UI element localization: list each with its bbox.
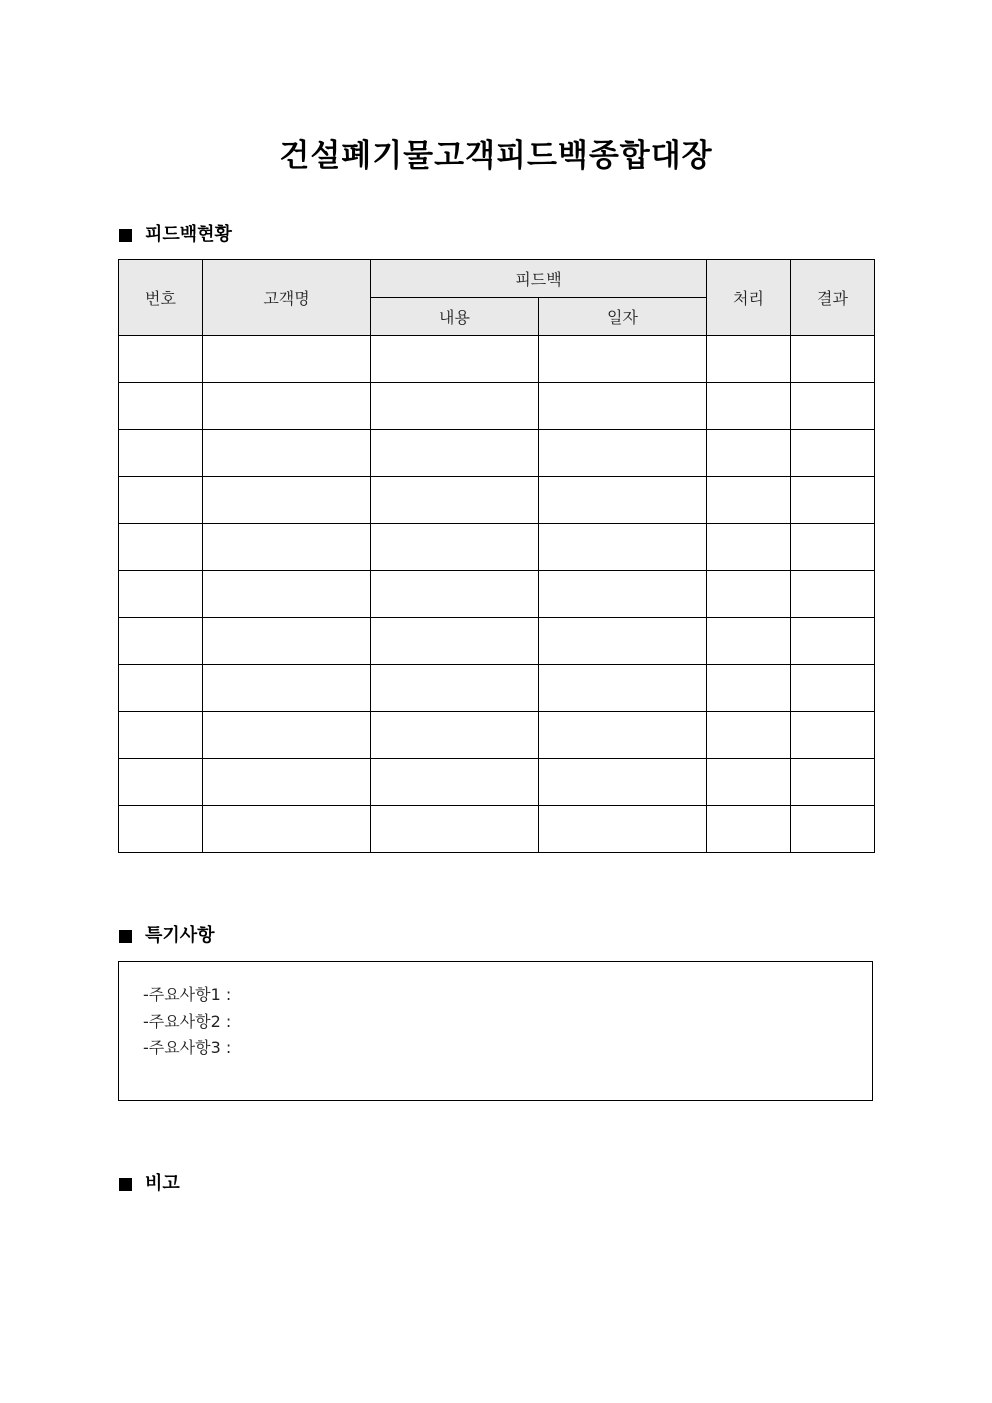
- cell-customer-name[interactable]: [203, 665, 371, 712]
- cell-feedback-date[interactable]: [539, 806, 707, 853]
- section-heading-label: 특기사항: [145, 925, 215, 946]
- section-heading-feedback-status: [119, 223, 232, 247]
- table-row: [119, 477, 875, 524]
- note-item: -주요사항2 :: [143, 1011, 232, 1031]
- cell-result[interactable]: [791, 712, 875, 759]
- cell-result[interactable]: [791, 806, 875, 853]
- cell-number[interactable]: [119, 336, 203, 383]
- header-feedback-date: 일자: [539, 298, 707, 336]
- cell-customer-name[interactable]: [203, 618, 371, 665]
- cell-feedback-content[interactable]: [371, 806, 539, 853]
- cell-number[interactable]: [119, 571, 203, 618]
- cell-feedback-content[interactable]: [371, 383, 539, 430]
- cell-feedback-date[interactable]: [539, 430, 707, 477]
- cell-processing[interactable]: [707, 336, 791, 383]
- cell-result[interactable]: [791, 571, 875, 618]
- cell-feedback-date[interactable]: [539, 524, 707, 571]
- cell-number[interactable]: [119, 665, 203, 712]
- header-number: 번호: [119, 260, 203, 336]
- cell-feedback-content[interactable]: [371, 712, 539, 759]
- cell-feedback-content[interactable]: [371, 477, 539, 524]
- cell-result[interactable]: [791, 477, 875, 524]
- cell-processing[interactable]: [707, 618, 791, 665]
- cell-feedback-content[interactable]: [371, 665, 539, 712]
- table-row: [119, 383, 875, 430]
- cell-number[interactable]: [119, 383, 203, 430]
- cell-result[interactable]: [791, 665, 875, 712]
- cell-number[interactable]: [119, 524, 203, 571]
- cell-feedback-date[interactable]: [539, 759, 707, 806]
- cell-number[interactable]: [119, 477, 203, 524]
- cell-customer-name[interactable]: [203, 806, 371, 853]
- cell-processing[interactable]: [707, 759, 791, 806]
- cell-feedback-content[interactable]: [371, 618, 539, 665]
- table-row: [119, 336, 875, 383]
- cell-result[interactable]: [791, 430, 875, 477]
- table-row: [119, 571, 875, 618]
- document-title: 건설폐기물고객피드백종합대장: [279, 138, 713, 174]
- cell-number[interactable]: [119, 712, 203, 759]
- cell-result[interactable]: [791, 336, 875, 383]
- feedback-table-body: [119, 336, 875, 853]
- table-row: [119, 618, 875, 665]
- cell-feedback-date[interactable]: [539, 477, 707, 524]
- header-feedback-content: 내용: [371, 298, 539, 336]
- cell-customer-name[interactable]: [203, 383, 371, 430]
- header-result: 결과: [791, 260, 875, 336]
- cell-result[interactable]: [791, 383, 875, 430]
- cell-processing[interactable]: [707, 665, 791, 712]
- cell-processing[interactable]: [707, 430, 791, 477]
- special-notes-box[interactable]: [118, 961, 873, 1101]
- cell-feedback-date[interactable]: [539, 665, 707, 712]
- cell-customer-name[interactable]: [203, 571, 371, 618]
- cell-processing[interactable]: [707, 477, 791, 524]
- table-row: [119, 759, 875, 806]
- cell-customer-name[interactable]: [203, 712, 371, 759]
- cell-feedback-content[interactable]: [371, 571, 539, 618]
- header-feedback: 피드백: [371, 260, 707, 298]
- cell-result[interactable]: [791, 759, 875, 806]
- square-bullet-icon: [119, 229, 132, 242]
- cell-number[interactable]: [119, 618, 203, 665]
- cell-processing[interactable]: [707, 383, 791, 430]
- cell-customer-name[interactable]: [203, 336, 371, 383]
- cell-processing[interactable]: [707, 806, 791, 853]
- cell-number[interactable]: [119, 430, 203, 477]
- table-row: [119, 524, 875, 571]
- cell-result[interactable]: [791, 618, 875, 665]
- section-heading-label: 피드백현황: [145, 224, 232, 245]
- cell-number[interactable]: [119, 759, 203, 806]
- cell-number[interactable]: [119, 806, 203, 853]
- cell-feedback-date[interactable]: [539, 571, 707, 618]
- table-row: [119, 806, 875, 853]
- cell-customer-name[interactable]: [203, 430, 371, 477]
- cell-processing[interactable]: [707, 571, 791, 618]
- note-item: -주요사항1 :: [143, 985, 232, 1004]
- section-heading-remarks: [119, 1172, 180, 1196]
- cell-result[interactable]: [791, 524, 875, 571]
- header-customer-name: 고객명: [203, 260, 371, 336]
- feedback-table: [118, 259, 875, 853]
- cell-feedback-date[interactable]: [539, 336, 707, 383]
- cell-feedback-date[interactable]: [539, 618, 707, 665]
- table-row: [119, 430, 875, 477]
- cell-customer-name[interactable]: [203, 477, 371, 524]
- cell-customer-name[interactable]: [203, 524, 371, 571]
- cell-feedback-content[interactable]: [371, 430, 539, 477]
- cell-feedback-content[interactable]: [371, 759, 539, 806]
- table-row: [119, 712, 875, 759]
- section-heading-special-notes: [119, 924, 215, 948]
- table-row: [119, 665, 875, 712]
- cell-processing[interactable]: [707, 712, 791, 759]
- square-bullet-icon: [119, 930, 132, 943]
- cell-customer-name[interactable]: [203, 759, 371, 806]
- cell-feedback-date[interactable]: [539, 712, 707, 759]
- header-processing: 처리: [707, 260, 791, 336]
- section-heading-label: 비고: [145, 1173, 180, 1194]
- cell-processing[interactable]: [707, 524, 791, 571]
- cell-feedback-date[interactable]: [539, 383, 707, 430]
- cell-feedback-content[interactable]: [371, 336, 539, 383]
- square-bullet-icon: [119, 1178, 132, 1191]
- cell-feedback-content[interactable]: [371, 524, 539, 571]
- note-item: -주요사항3 :: [143, 1038, 232, 1057]
